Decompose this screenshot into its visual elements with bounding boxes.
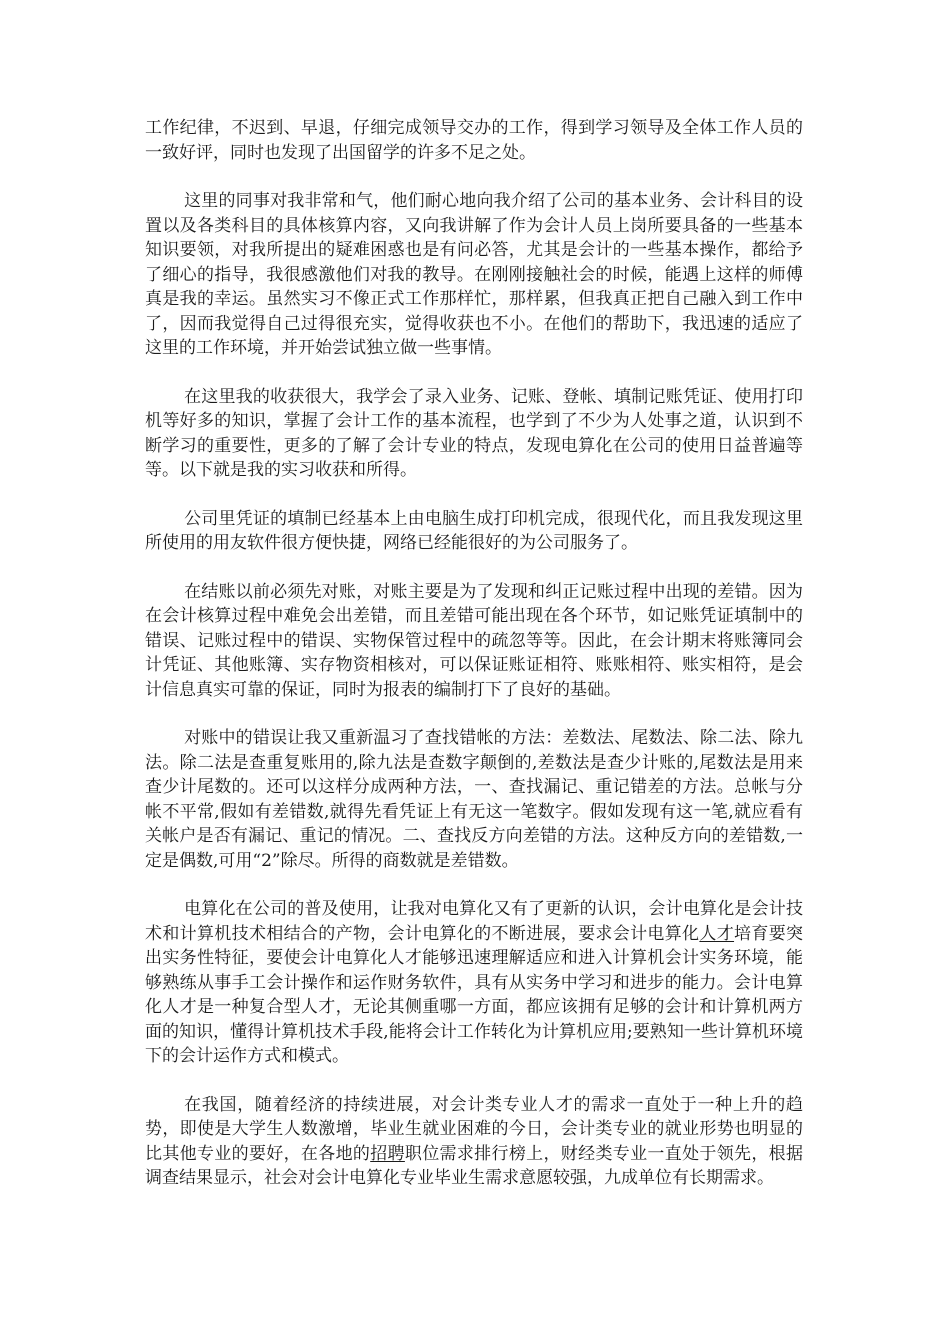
paragraph-1: 工作纪律，不迟到、早退，仔细完成领导交办的工作，得到学习领导及全体工作人员的一致好评，同时也发现了出国留学的许多不足之处。 (145, 118, 803, 163)
talent-link[interactable]: 人才 (699, 923, 735, 944)
paragraph-4: 公司里凭证的填制已经基本上由电脑生成打印机完成，很现代化，而且我发现这里所使用的用友软件很方便快捷，网络已经能很好的为公司服务了。 (145, 508, 803, 553)
document-body (145, 116, 803, 1215)
paragraph-2: 这里的同事对我非常和气，他们耐心地向我介绍了公司的基本业务、会计科目的设置以及各类科目的具体核算内容，又向我讲解了作为会计人员上岗所要具备的一些基本知识要领，对我所提出的疑难困惑也是有问必答，尤其是会计的一些基本操作，都给予了细心的指导，我很感激他们对我的教导。在刚刚接触社会的时候，能遇上这样的师傅真是我的幸运。虽然实习不像正式工作那样忙，那样累，但我真正把自己融入到工作中了，因而我觉得自己过得很充实，觉得收获也不小。在他们的帮助下，我迅速的适应了这里的工作环境，并开始尝试独立做一些事情。 (145, 191, 803, 358)
paragraph-8 (145, 1093, 803, 1191)
paragraph-7-text-a: 电算化在公司的普及使用，让我对电算化又有了更新的认识，会计电算化是会计技术和计算机技术相结合的产物，会计电算化的不断进展，要求会计电算化 (145, 899, 803, 944)
paragraph-3: 在这里我的收获很大，我学会了录入业务、记账、登帐、填制记账凭证、使用打印机等好多的知识，掌握了会计工作的基本流程，也学到了不少为人处事之道，认识到不断学习的重要性，更多的了解了会计专业的特点，发现电算化在公司的使用日益普遍等等。以下就是我的实习收获和所得。 (145, 386, 803, 480)
paragraph-7-text-b: 培育要突出实务性特征，要使会计电算化人才能够迅速理解适应和进入计算机会计实务环境，能够熟练从事手工会计操作和运作财务软件，具有从实务中学习和进步的能力。会计电算化人才是一种复合型人才，无论其侧重哪一方面，都应该拥有足够的会计和计算机两方面的知识，懂得计算机技术手段,能将会计工作转化为计算机应用;要熟知一些计算机环境下的会计运作方式和模式。 (145, 923, 804, 1066)
paragraph-5: 在结账以前必须先对账，对账主要是为了发现和纠正记账过程中出现的差错。因为在会计核算过程中难免会出差错，而且差错可能出现在各个环节，如记账凭证填制中的错误、记账过程中的错误、实物保管过程中的疏忽等等。因此，在会计期末将账簿同会计凭证、其他账簿、实存物资相核对，可以保证账证相符、账账相符、账实相符，是会计信息真实可靠的保证，同时为报表的编制打下了良好的基础。 (145, 581, 803, 700)
paragraph-8-text-a: 在我国，随着经济的持续进展，对会计类专业人才的需求一直处于一种上升的趋势，即使是大学生人数激增，毕业生就业困难的今日，会计类专业的就业形势也明显的比其他专业的要好，在各地的 (145, 1094, 803, 1164)
recruitment-link[interactable]: 招聘 (370, 1143, 405, 1164)
paragraph-7 (145, 897, 803, 1069)
paragraph-6: 对账中的错误让我又重新温习了查找错帐的方法：差数法、尾数法、除二法、除九法。除二法是查重复账用的,除九法是查数字颠倒的,差数法是查少计账的,尾数法是用来查少计尾数的。还可以这样分成两种方法，一、查找漏记、重记错差的方法。总帐与分帐不平常,假如有差错数,就得先看凭证上有无这一笔数字。假如发现有这一笔,就应看有关帐户是否有漏记、重记的情况。二、查找反方向差错的方法。这种反方向的差错数,一定是偶数,可用“2”除尽。所得的商数就是差错数。 (145, 728, 803, 871)
paragraph-8-text-b: 职位需求排行榜上，财经类专业一直处于领先，根据调查结果显示，社会对会计电算化专业毕业生需求意愿较强，九成单位有长期需求。 (145, 1143, 804, 1188)
